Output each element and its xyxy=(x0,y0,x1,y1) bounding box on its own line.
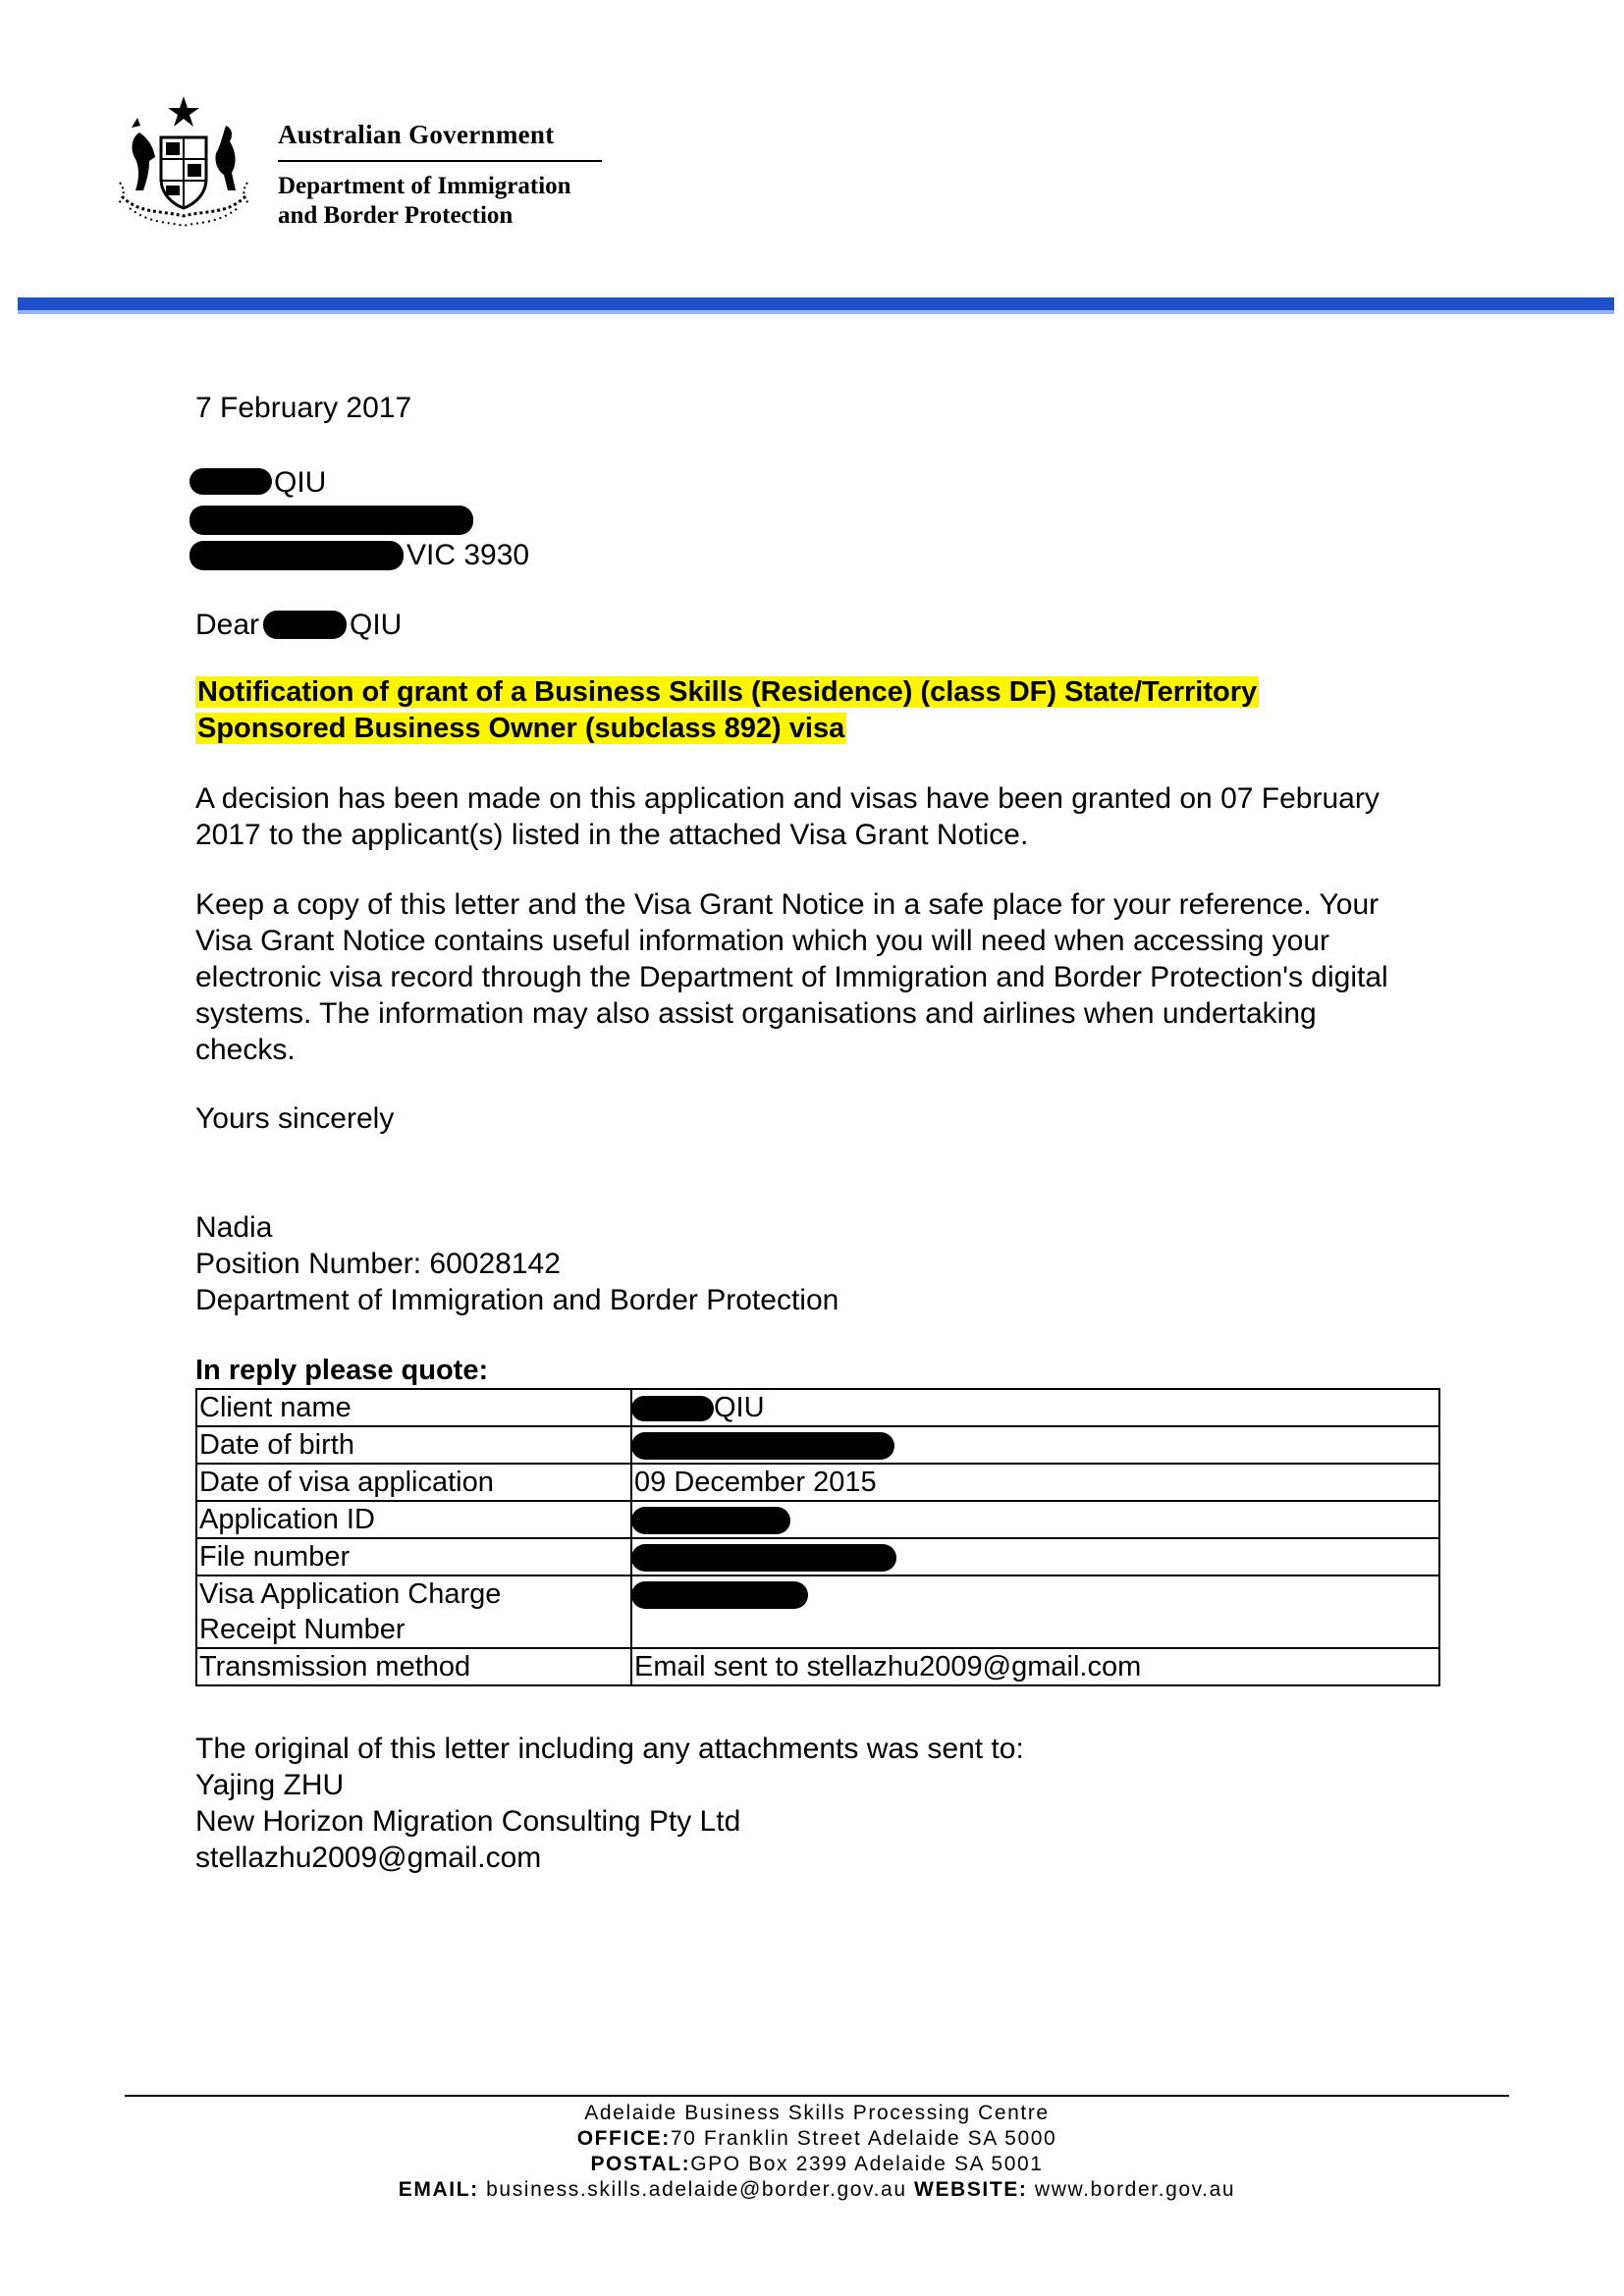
table-row xyxy=(196,1464,1439,1501)
subject-line-2: Sponsored Business Owner (subclass 892) visa xyxy=(197,713,845,744)
footer-contact xyxy=(125,2177,1509,2203)
agent-company: New Horizon Migration Consulting Pty Ltd xyxy=(195,1805,741,1838)
footer xyxy=(125,2101,1509,2203)
client-surname: QIU xyxy=(714,1392,765,1423)
footer-centre: Adelaide Business Skills Processing Centre xyxy=(584,2102,1050,2124)
paragraph-line: checks. xyxy=(195,1034,296,1066)
table-row xyxy=(196,1389,1439,1426)
paragraph-line: A decision has been made on this application and visas have been granted on 07 February xyxy=(195,782,1380,815)
footer-postal xyxy=(125,2152,1509,2177)
subject-line-1: Notification of grant of a Business Skills (Residence) (class DF) State/Territory xyxy=(197,676,1258,708)
row-value: Email sent to stellazhu2009@gmail.com xyxy=(631,1648,1439,1685)
department-line-1: Department of Immigration xyxy=(278,173,571,199)
reply-reference-table xyxy=(195,1388,1440,1686)
signatory-department: Department of Immigration and Border Protection xyxy=(195,1284,839,1316)
header-rule xyxy=(278,160,602,162)
row-label: Date of birth xyxy=(196,1426,631,1464)
redacted-file-number xyxy=(631,1544,896,1572)
redacted-application-id xyxy=(631,1507,790,1534)
salutation: Dear xyxy=(195,609,260,641)
row-value xyxy=(631,1389,1439,1426)
row-label: Transmission method xyxy=(196,1648,631,1685)
signatory-block xyxy=(195,1209,839,1318)
agent-email: stellazhu2009@gmail.com xyxy=(195,1842,542,1874)
redacted-given-name xyxy=(189,468,272,495)
row-label: Date of visa application xyxy=(196,1464,631,1501)
signatory-position: Position Number: 60028142 xyxy=(195,1248,561,1280)
footer-website-value: www.border.gov.au xyxy=(1027,2178,1236,2201)
table-row xyxy=(196,1426,1439,1464)
government-name: Australian Government xyxy=(278,120,555,149)
recipient-surname: QIU xyxy=(274,466,327,499)
row-label xyxy=(196,1575,631,1648)
redacted-given-name xyxy=(631,1396,714,1421)
reply-heading: In reply please quote: xyxy=(195,1355,489,1386)
row-value: 09 December 2015 xyxy=(631,1464,1439,1501)
paragraph-line: Keep a copy of this letter and the Visa Grant Notice in a safe place for your reference. Your xyxy=(195,888,1380,921)
recipient-state-postcode: VIC 3930 xyxy=(406,539,530,571)
paragraph-line: Visa Grant Notice contains useful information which you will need when accessing your xyxy=(195,925,1330,957)
footer-postal-label: POSTAL: xyxy=(590,2153,691,2175)
footer-office-value: 70 Franklin Street Adelaide SA 5000 xyxy=(670,2127,1057,2150)
row-label: File number xyxy=(196,1538,631,1575)
table-row xyxy=(196,1501,1439,1538)
paragraph-line: electronic visa record through the Department of Immigration and Border Protection's digital xyxy=(195,961,1388,993)
header-blue-bar-light xyxy=(18,310,1614,314)
redacted-street-address xyxy=(189,506,473,535)
redacted-salutation-name xyxy=(263,611,347,639)
original-sent-to-intro: The original of this letter including any attachments was sent to: xyxy=(195,1733,1024,1765)
footer-email-value: business.skills.adelaide@border.gov.au xyxy=(478,2178,915,2201)
agent-name: Yajing ZHU xyxy=(195,1769,345,1801)
coat-of-arms-logo xyxy=(110,88,257,236)
table-row xyxy=(196,1575,1439,1648)
row-label-line-1: Visa Application Charge xyxy=(199,1578,502,1610)
paragraph-decision xyxy=(195,780,1452,853)
row-value xyxy=(631,1426,1439,1464)
department-name xyxy=(278,172,571,231)
footer-email-label: EMAIL: xyxy=(398,2178,479,2201)
table-row xyxy=(196,1648,1439,1685)
closing: Yours sincerely xyxy=(195,1102,395,1135)
department-line-2: and Border Protection xyxy=(278,202,514,229)
footer-postal-value: GPO Box 2399 Adelaide SA 5001 xyxy=(690,2153,1044,2175)
paragraph-keep-copy xyxy=(195,886,1452,1068)
signatory-name: Nadia xyxy=(195,1211,273,1244)
row-value xyxy=(631,1575,1439,1648)
redacted-date-of-birth xyxy=(631,1432,894,1460)
salutation-surname: QIU xyxy=(350,609,403,641)
redacted-receipt-number xyxy=(631,1581,808,1609)
redacted-suburb xyxy=(189,541,404,570)
table-row xyxy=(196,1538,1439,1575)
original-sent-to-block xyxy=(195,1731,1024,1876)
row-value xyxy=(631,1538,1439,1575)
header-blue-bar xyxy=(18,297,1614,310)
footer-office xyxy=(125,2126,1509,2152)
row-value xyxy=(631,1501,1439,1538)
letter-date: 7 February 2017 xyxy=(195,392,412,424)
footer-office-label: OFFICE: xyxy=(576,2127,671,2150)
footer-rule xyxy=(125,2095,1509,2097)
row-label: Application ID xyxy=(196,1501,631,1538)
row-label: Client name xyxy=(196,1389,631,1426)
paragraph-line: 2017 to the applicant(s) listed in the attached Visa Grant Notice. xyxy=(195,819,1029,851)
footer-website-label: WEBSITE: xyxy=(914,2178,1028,2201)
paragraph-line: systems. The information may also assist organisations and airlines when undertaking xyxy=(195,997,1317,1030)
letter-subject xyxy=(195,674,1374,747)
row-label-line-2: Receipt Number xyxy=(199,1614,406,1645)
